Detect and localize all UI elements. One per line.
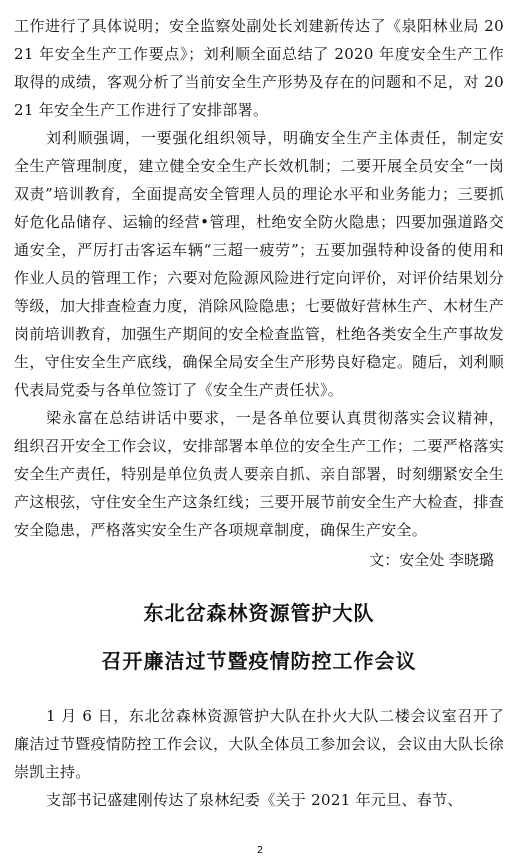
body-paragraph: 梁永富在总结讲话中要求，一是各单位要认真贯彻落实会议精神，组织召开安全工作会议，安排部署本单位的安全生产工作；二要严格落实安全生产责任，特别是单位负责人要亲自抓、亲自部署，时刻绷紧安全生产这根弦，守住安全生产这条红线；三要开展节前安全生产大检查，排查安全隐患，严格落实安全生产各项规章制度，确保生产安全。 — [14, 409, 504, 539]
article-headline-line-1: 东北岔森林资源管护大队 — [143, 601, 375, 625]
body-paragraph-continued: 工作进行了具体说明；安全监察处副处长刘建新传达了《泉阳林业局 2021 年安全生产工作要点》；刘利顺全面总结了 2020 年度安全生产工作取得的成绩，客观分析了当前安全生产形势及存在的问题和不足，对 2021 年安全生产工作进行了安排部署。 — [14, 17, 504, 119]
article-headline-line-2: 召开廉洁过节暨疫情防控工作会议 — [101, 649, 417, 673]
body-paragraph: 1 月 6 日，东北岔森林资源管护大队在扑火大队二楼会议室召开了廉洁过节暨疫情防控工作会议，大队全体员工参加会议，会议由大队长徐崇凯主持。 — [14, 707, 504, 781]
page-number: 2 — [256, 845, 264, 856]
body-paragraph: 刘利顺强调，一要强化组织领导，明确安全生产主体责任，制定安全生产管理制度，建立健全安全生产长效机制；二要开展全员安全“一岗双责”培训教育，全面提高安全管理人员的理论水平和业务能力；三要抓好危化品储存、运输的经营•管理，杜绝安全防火隐患；四要加强道路交通安全，严厉打击客运车辆“三超一疲劳”；五要加强特种设备的使用和作业人员的管理工作；六要对危险源风险进行定向评价，对评价结果划分等级，加大排查检查力度，消除风险隐患；七要做好营林生产、木材生产岗前培训教育，加强生产期间的安全检查监管，杜绝各类安全生产事故发生，守住安全生产底线，确保全局安全生产形势良好稳定。随后，刘利顺代表局党委与各单位签订了《安全生产责任状》。 — [14, 129, 504, 399]
author-signature: 文：安全处 李晓璐 — [369, 551, 494, 569]
body-paragraph: 支部书记盛建刚传达了泉林纪委《关于 2021 年元旦、春节、 — [46, 791, 463, 809]
